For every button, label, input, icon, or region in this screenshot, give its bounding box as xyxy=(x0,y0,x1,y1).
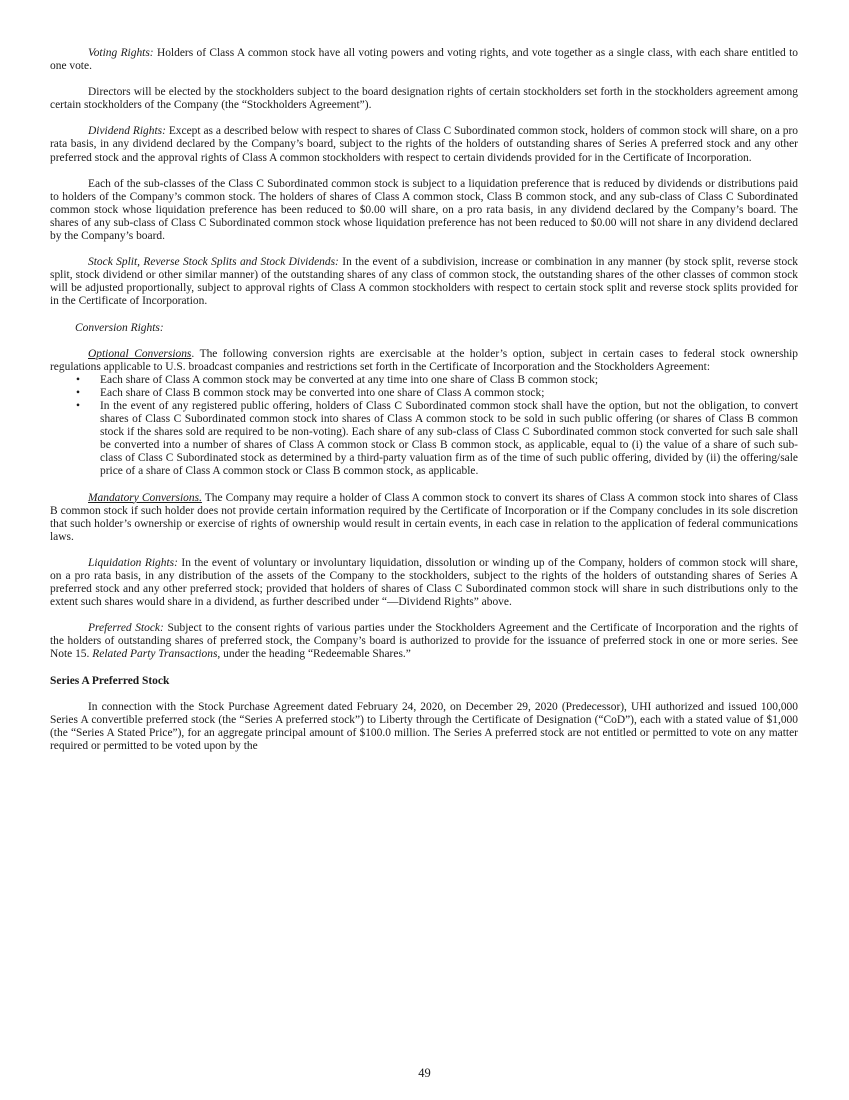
bullet-icon: • xyxy=(76,399,81,412)
voting-rights-title: Voting Rights: xyxy=(88,47,154,59)
mandatory-conversions-title: Mandatory Conversions. xyxy=(88,491,202,504)
page-number: 49 xyxy=(418,1066,431,1080)
stock-split-paragraph xyxy=(50,256,798,308)
bullet-icon: • xyxy=(76,386,81,399)
series-a-heading: Series A Preferred Stock xyxy=(50,674,170,687)
dividend-rights-title: Dividend Rights: xyxy=(88,125,166,138)
preferred-stock-paragraph xyxy=(50,622,798,661)
document-page xyxy=(50,47,798,753)
series-a-paragraph: In connection with the Stock Purchase Agreement dated February 24, 2020, on December 29, 2020 (Predecessor), UHI authorized and issued 100,000 Series A convertible preferred stock (the “Series A preferred stock”) to Liberty through the Certificate of Designation (“CoD”), each with a stated value of $1,000 (the “Series A Stated Price”), for an aggregate principal amount of $100.0 million. The Series A preferred stock are not entitled or permitted to vote on any matter required or permitted to be voted upon by the xyxy=(50,700,798,752)
optional-conversions-title: Optional Conversions xyxy=(88,347,192,360)
preferred-stock-text-end: , under the heading “Redeemable Shares.” xyxy=(217,648,411,661)
preferred-stock-title: Preferred Stock: xyxy=(88,622,164,635)
conversion-rights-heading: Conversion Rights: xyxy=(75,321,164,334)
preferred-stock-text: Subject to the consent rights of various parties under the Stockholders Agreement and the Certificate of Incorporation and the rights of the holders of outstanding shares of preferred stock, the Company’s board is authorized to provide for the issuance of preferred stock in one or more series. See Note 15. xyxy=(50,622,799,661)
list-item xyxy=(50,387,798,400)
voting-rights-text: Holders of Class A common stock have all voting powers and voting rights, and vote together as a single class, with each share entitled to one vote. xyxy=(50,47,798,73)
stock-split-title: Stock Split, Reverse Stock Splits and Stock Dividends: xyxy=(88,256,339,269)
conversion-bullet-list xyxy=(50,374,798,479)
list-item xyxy=(50,374,798,387)
liquidation-rights-text: In the event of voluntary or involuntary liquidation, dissolution or winding up of the Company, holders of common stock will share, on a pro rata basis, in any distribution of the assets of the Company to the stockholders, subject to the rights of the holders of outstanding shares of Series A preferred stock and any other preferred stock; provided that holders of shares of Class C Subordinated common stock will share in such distributions only to the extent such shares would share in a dividend, as further described under “—Dividend Rights” above. xyxy=(50,556,799,609)
dividend-rights-text: Except as a described below with respect to shares of Class C Subordinated common stock, holders of common stock will share, on a pro rata basis, in any dividend declared by the Company’s board, subject to the rights of the holders of outstanding shares of Series A preferred stock and any other preferred stock and the approval rights of Class A common stockholders with respect to certain dividends provided for in the Certificate of Incorporation. xyxy=(50,125,799,164)
liquidation-rights-paragraph xyxy=(50,557,798,609)
list-item-text: Each share of Class B common stock may be converted into one share of Class A common stock; xyxy=(100,386,545,399)
bullet-icon: • xyxy=(76,373,81,386)
directors-paragraph: Directors will be elected by the stockholders subject to the board designation rights of certain stockholders set forth in the stockholders agreement among certain stockholders of the Company (the “Stockholders Agreement”). xyxy=(50,86,798,112)
liquidation-rights-title: Liquidation Rights: xyxy=(88,556,178,569)
optional-conversions-paragraph: Optional Conversions. The following conversion rights are exercisable at the holder’s option, subject in certain cases to federal stock ownership regulations applicable to U.S. broadcast companies and restrictions set forth in the Certificate of Incorporation and the Stockholders Agreement: xyxy=(50,347,799,373)
mandatory-conversions-text: The Company may require a holder of Class A common stock to convert its shares of Class A common stock into shares of Class B common stock if such holder does not provide certain information required by the Certificate of Incorporation or if the Company concludes in its sole discretion that such holder’s ownership or exercise of rights of ownership would result in certain events, in each case in relation to the application of federal communications laws. xyxy=(50,491,799,543)
voting-rights-paragraph xyxy=(50,47,798,73)
optional-conversions-text: The following conversion rights are exercisable at the holder’s option, subject in certain cases to federal stock ownership regulations applicable to U.S. broadcast companies and restrictions set forth in the Certificate of Incorporation and the Stockholders Agreement: xyxy=(50,347,799,373)
dividend-rights-paragraph xyxy=(50,125,798,164)
subclasses-paragraph: Each of the sub-classes of the Class C Subordinated common stock is subject to a liquidation preference that is reduced by dividends or distributions paid to holders of the Company’s common stock. The holders of shares of Class A common stock, Class B common stock, and any sub-class of Class C Subordinated common stock whose liquidation preference has been reduced to $0.00 will share, on a pro rata basis, in any dividend declared by the Company’s board. The shares of any sub-class of Class C Subordinated common stock whose liquidation preference has not been reduced to $0.00 will not share in any dividend declared by the Company’s board. xyxy=(50,177,798,243)
related-party-reference: Related Party Transactions xyxy=(92,648,218,661)
stock-split-text: In the event of a subdivision, increase or combination in any manner (by stock split, reverse stock split, stock dividend or other similar manner) of the outstanding shares of any class of common stock, the outstanding shares of the other classes of common stock will be adjusted proportionally, subject to approval rights of Class A common stockholders with respect to certain stock split and reverse stock splits provided for in the Certificate of Incorporation. xyxy=(50,256,799,308)
list-item-text: Each share of Class A common stock may be converted at any time into one share of Class B common stock; xyxy=(100,373,599,386)
mandatory-conversions-paragraph xyxy=(50,492,798,544)
list-item-text: In the event of any registered public offering, holders of Class C Subordinated common stock shall have the option, but not the obligation, to convert shares of Class C Subordinated common stock into shares of Class A common stock to be sold in such public offering (or shares of Class B common stock if the shares sold are required to be non-voting). Each share of any sub-class of Class C Subordinated common stock converted for such sale shall be converted into a number of shares of Class A common stock or Class B common stock, as applicable, equal to (i) the value of a share of such sub-class of Class C Subordinated stock as determined by a third-party valuation firm as of the time of such public offering, divided by (ii) the offering/sale price of a share of Class A common stock or Class B common stock, as applicable. xyxy=(100,399,798,478)
list-item xyxy=(50,400,798,479)
